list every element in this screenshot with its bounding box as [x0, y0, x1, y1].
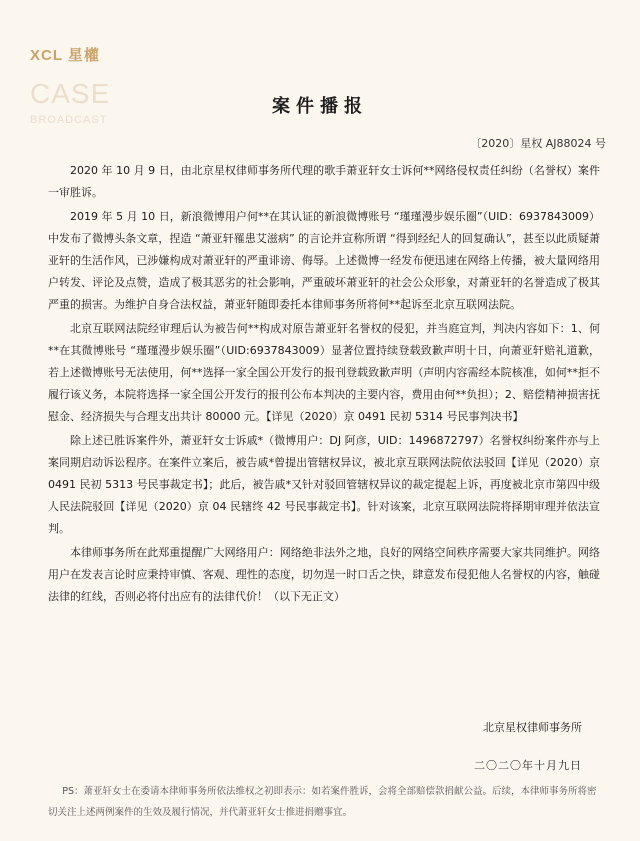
- paragraph: 本律师事务所在此郑重提醒广大网络用户：网络绝非法外之地，良好的网络空间秩序需要大家共同维护。网络用户在发表言论时应秉持审慎、客观、理性的态度，切勿逞一时口舌之快，肆意发布侵犯他人名誉权的内容，触碰法律的红线，否则必将付出应有的法律代价！（以下无正文）: [48, 546, 600, 603]
- postscript: PS：萧亚轩女士在委请本律师事务所依法维权之初即表示：如若案件胜诉，会将全部赔偿款捐献公益。后续，本律师事务所将密切关注上述两例案件的生效及履行情况，并代萧亚轩女士推进捐赠事宜。: [48, 786, 597, 818]
- brand-logo: XCL 星權: [30, 47, 100, 64]
- signature: 北京星权律师事务所: [483, 721, 582, 734]
- paragraph: 2020 年 10 月 9 日，由北京星权律师事务所代理的歌手萧亚轩女士诉何**网络侵权责任纠纷（名誉权）案件一审胜诉。: [48, 164, 600, 199]
- case-watermark: CASE: [30, 78, 111, 109]
- body-content: [48, 160, 600, 610]
- paragraph: 北京互联网法院经审理后认为被告何**构成对原告萧亚轩名誉权的侵犯，并当庭宣判，判决内容如下：1、何**在其微博账号 “瑾瑾漫步娱乐圈”（UID:6937843009）显著位置持续登载致歉声明十日，向萧亚轩赔礼道歉，若上述微博账号无法使用，何**选择一家全国公开发行的报刊登载致歉声明（声明内容需经本院核准，如何**拒不履行该义务，本院将选择一家全国公开发行的报刊公布本判决的主要内容，费用由何**负担）；2、赔偿精神损害抚慰金、经济损失与合理支出共计 80000 元。【详见（2020）京 0491 民初 5314 号民事判决书】: [48, 322, 600, 423]
- date: 二〇二〇年十月九日: [474, 759, 582, 772]
- document-number: 〔2020〕星权 AJ88024 号: [470, 137, 606, 150]
- broadcast-watermark: BROADCAST: [30, 114, 108, 126]
- page-title: 案件播报: [272, 96, 368, 117]
- paragraph: 2019 年 5 月 10 日，新浪微博用户何**在其认证的新浪微博账号 “瑾瑾漫步娱乐圈”（UID：6937843009）中发布了微博头条文章，捏造 “萧亚轩罹患艾滋病” 的言论并宣称所谓 “得到经纪人的回复确认”，甚至以此质疑萧亚轩的生活作风，已涉嫌构成对萧亚轩的严重诽谤、侮辱。上述微博一经发布便迅速在网络上传播，被大量网络用户转发、评论及点赞，造成了极其恶劣的社会影响，严重破坏萧亚轩的社会公众形象，对萧亚轩的名誉造成了极其严重的损害。为维护自身合法权益，萧亚轩随即委托本律师事务所将何**起诉至北京互联网法院。: [48, 210, 600, 311]
- paragraph: 除上述已胜诉案件外，萧亚轩女士诉戚*（微博用户：DJ 阿彦，UID：1496872797）名誉权纠纷案件亦与上案同期启动诉讼程序。在案件立案后，被告戚*曾提出管辖权异议，被北京互联网法院依法驳回【详见（2020）京 0491 民初 5313 号民事裁定书】；此后，被告戚*又针对驳回管辖权异议的裁定提起上诉，再度被北京市第四中级人民法院驳回【详见（2020）京 04 民辖终 42 号民事裁定书】。针对该案，北京互联网法院将择期审理并依法宣判。: [48, 434, 600, 535]
